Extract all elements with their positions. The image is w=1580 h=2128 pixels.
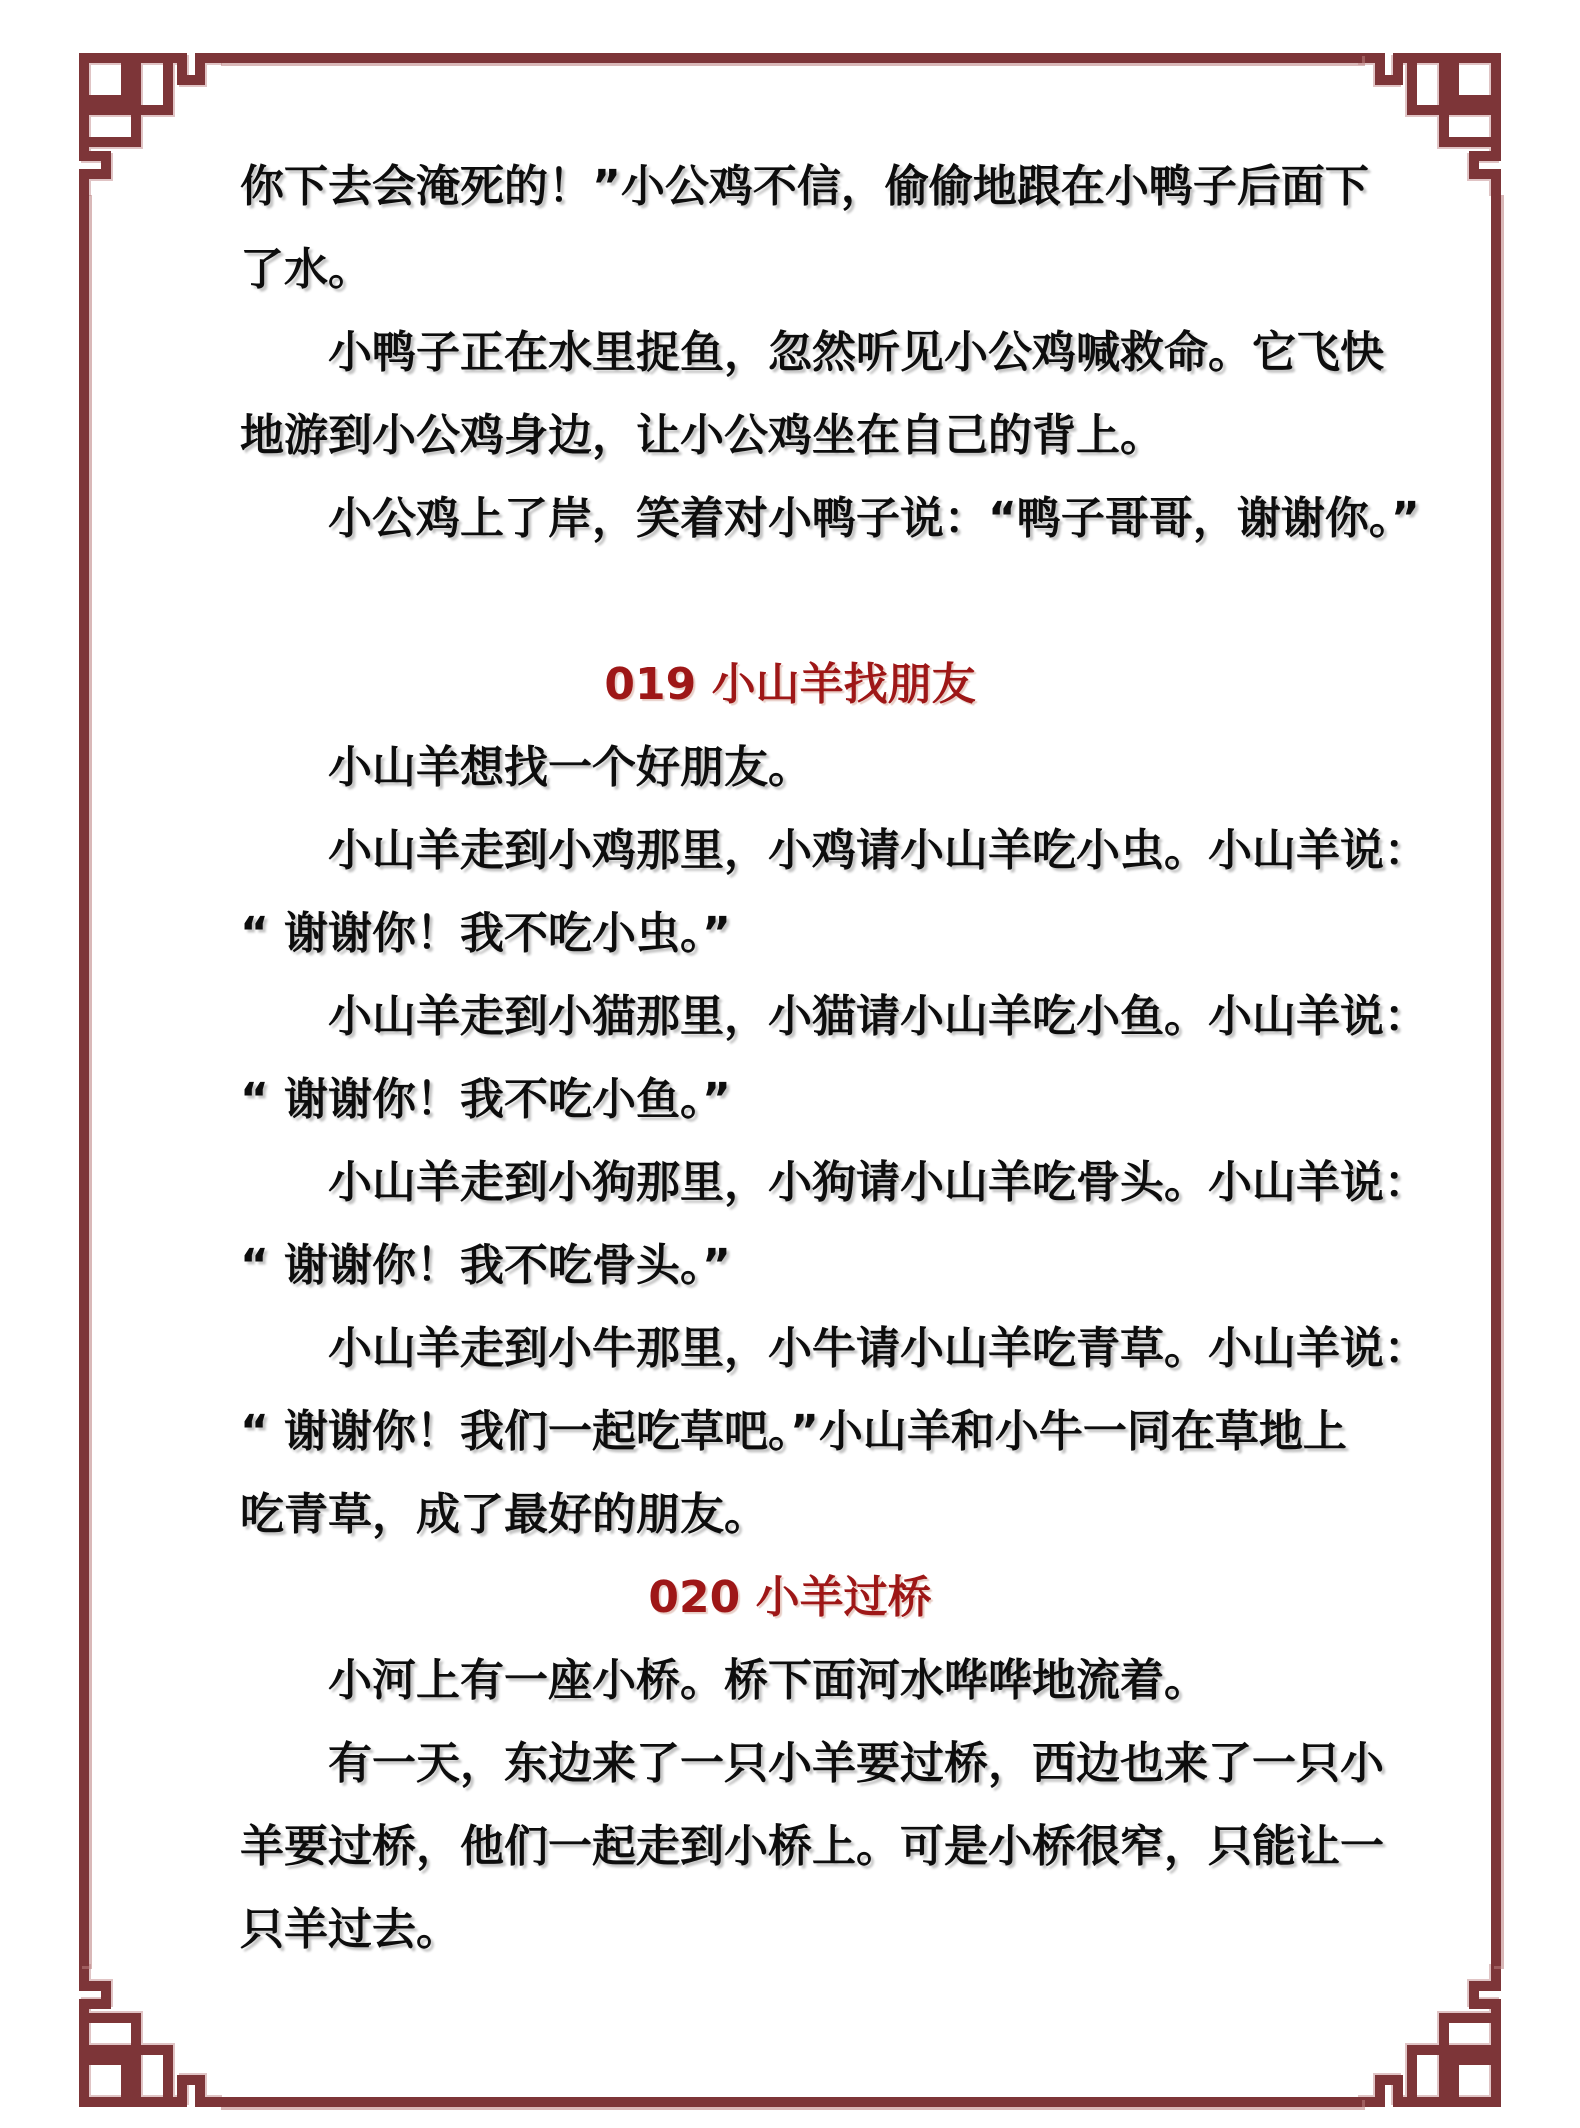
frame-corner-fret-top-left: [60, 34, 220, 194]
section-heading: 019 小山羊找朋友: [604, 659, 976, 710]
text-line: 小山羊走到小鸡那里，小鸡请小山羊吃小虫。小山羊说：: [328, 825, 1428, 876]
text-line: 小山羊想找一个好朋友。: [328, 742, 812, 793]
page-text: [240, 145, 1428, 1971]
frame-border-right: [1491, 192, 1501, 1966]
text-line: “ 谢谢你！我不吃骨头。”: [240, 1224, 1380, 1307]
fullwidth-open-quote: “: [240, 1240, 269, 1291]
text-line: 有一天，东边来了一只小羊要过桥，西边也来了一只小: [328, 1738, 1384, 1789]
fullwidth-open-quote: “: [240, 1074, 269, 1125]
frame-corner-fret-bottom-right: [1360, 1966, 1520, 2126]
frame-corner-fret-bottom-left: [60, 1966, 220, 2126]
fullwidth-open-quote: “: [240, 1406, 269, 1457]
fullwidth-open-quote: “: [240, 908, 269, 959]
text-line: 小河上有一座小桥。桥下面河水哗哗地流着。: [328, 1655, 1208, 1706]
text-line: 地游到小公鸡身边，让小公鸡坐在自己的背上。: [240, 410, 1164, 461]
text-line: 只羊过去。: [240, 1904, 460, 1955]
text-line: 你下去会淹死的！”小公鸡不信，偷偷地跟在小鸭子后面下: [240, 161, 1369, 212]
frame-corner-fret-top-right: [1360, 34, 1520, 194]
frame-border-bottom: [218, 2097, 1362, 2107]
text-line: “ 谢谢你！我不吃小鱼。”: [240, 1058, 1380, 1141]
text-line: 小山羊走到小猫那里，小猫请小山羊吃小鱼。小山羊说：: [328, 991, 1428, 1042]
blank-line: [240, 560, 1380, 643]
text-line: 小山羊走到小牛那里，小牛请小山羊吃青草。小山羊说：: [328, 1323, 1428, 1374]
text-line: 了水。: [240, 244, 372, 295]
text-line: 小鸭子正在水里捉鱼，忽然听见小公鸡喊救命。它飞快: [328, 327, 1384, 378]
text-line: “ 谢谢你！我不吃小虫。”: [240, 892, 1380, 975]
text-line: “ 谢谢你！我们一起吃草吧。”小山羊和小牛一同在草地上: [240, 1390, 1380, 1473]
text-line: 吃青草，成了最好的朋友。: [240, 1489, 768, 1540]
text-line: 小公鸡上了岸，笑着对小鸭子说：“鸭子哥哥，谢谢你。”: [328, 493, 1420, 544]
text-line: 羊要过桥，他们一起走到小桥上。可是小桥很窄，只能让一: [240, 1821, 1384, 1872]
text-line: 小山羊走到小狗那里，小狗请小山羊吃骨头。小山羊说：: [328, 1157, 1428, 1208]
frame-border-left: [79, 192, 89, 1966]
frame-border-top: [218, 53, 1362, 63]
section-heading: 020 小羊过桥: [648, 1572, 932, 1623]
